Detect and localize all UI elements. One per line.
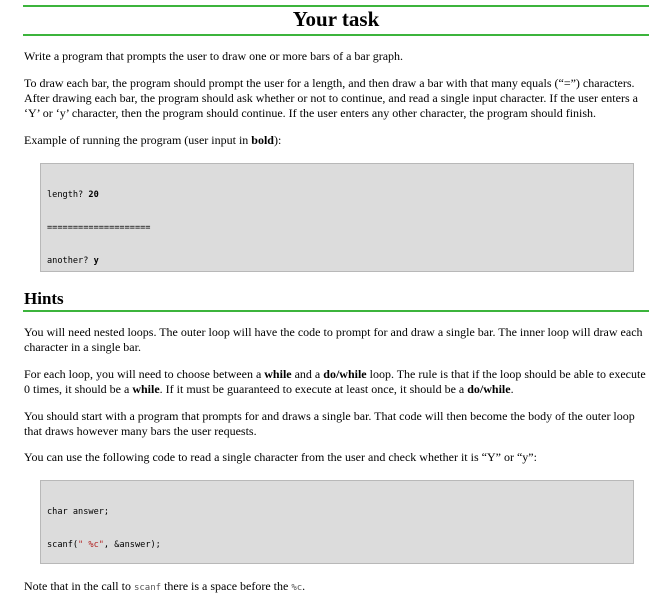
- code-snippet-box: [40, 480, 634, 564]
- example-line: another? y: [47, 256, 99, 266]
- task-heading: Your task: [292, 7, 380, 31]
- scanf-note: Note that in the call to scanf there is a space before the %c.: [24, 579, 306, 593]
- code-line: scanf(" %c", &answer);: [47, 540, 161, 550]
- example-output-box: [40, 163, 634, 272]
- task-description: To draw each bar, the program should prompt the user for a length, and then draw a bar with that many equals (“=”) characters. After drawing each bar, the program should ask whether or not to continue, and read a single input character. If the user enters a ‘Y’ or ‘y’ character, then the program should continue. If the user enters any other character, the program should finish.: [24, 76, 638, 120]
- hints-heading-rule: [23, 310, 649, 312]
- example-line: length? 20: [47, 190, 99, 200]
- task-intro: Write a program that prompts the user to draw one or more bars of a bar graph.: [24, 49, 404, 63]
- example-caption: Example of running the program (user input in bold):: [24, 133, 282, 147]
- task-heading-rule: [23, 34, 649, 36]
- hint-nested-loops: You will need nested loops. The outer loop will have the code to prompt for and draw a single bar. The inner loop will draw each character in a single bar.: [24, 325, 643, 354]
- code-line: char answer;: [47, 507, 110, 517]
- hint-single-bar: You should start with a program that prompts for and draws a single bar. That code will then become the body of the outer loop that draws however many bars the user requests.: [24, 409, 635, 438]
- hint-read-char: You can use the following code to read a single character from the user and check whether it is “Y” or “y”:: [24, 450, 537, 464]
- example-bar: ====================: [47, 223, 151, 233]
- hints-heading: Hints: [24, 289, 64, 308]
- hint-loop-choice: For each loop, you will need to choose between a while and a do/while loop. The rule is that if the loop should be able to execute 0 times, it should be a while. If it must be guaranteed to execute at least once, it should be a do/while.: [24, 367, 646, 396]
